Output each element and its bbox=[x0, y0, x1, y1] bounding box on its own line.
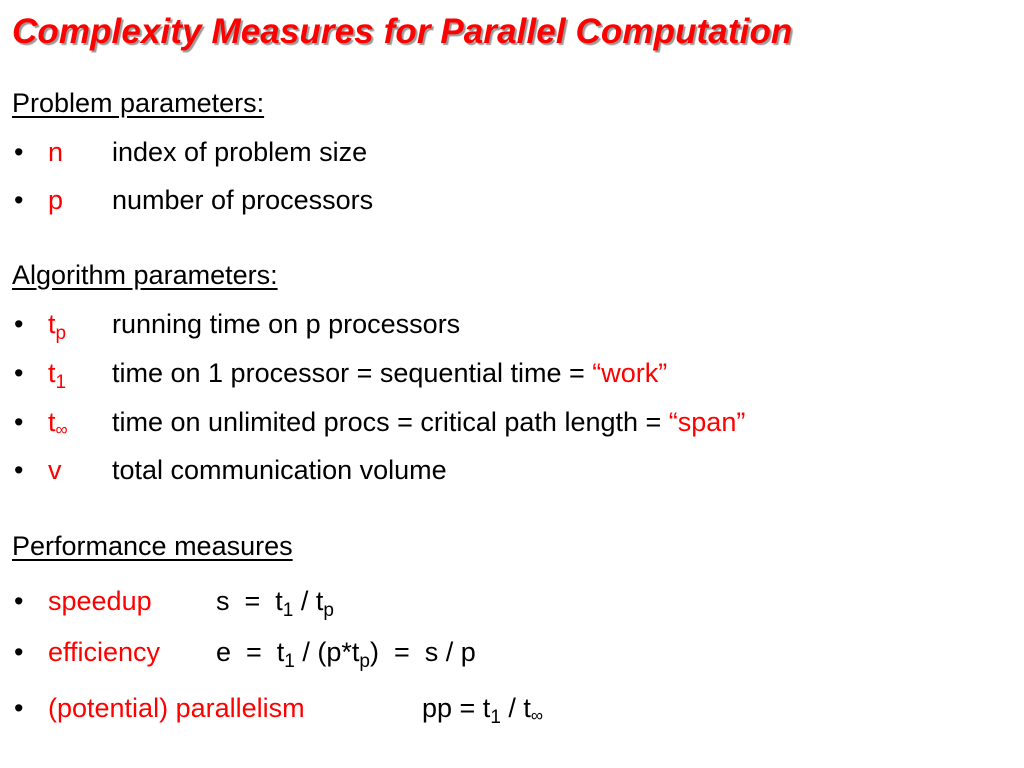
span-term: “span” bbox=[668, 407, 746, 437]
param-description: index of problem size bbox=[112, 137, 368, 167]
bullet: • bbox=[14, 586, 24, 616]
param-symbol: n bbox=[48, 137, 64, 167]
bullet: • bbox=[14, 455, 24, 485]
param-description: running time on p processors bbox=[112, 309, 461, 339]
param-description: total communication volume bbox=[112, 455, 447, 485]
measure-formula: $e = t_1 / (p*t_p) = s / p$ bbox=[216, 637, 476, 672]
param-symbol: v bbox=[48, 455, 62, 485]
param-description: time on unlimited procs = critical path length = “span” bbox=[112, 407, 746, 437]
bullet: • bbox=[14, 185, 24, 215]
bullet: • bbox=[14, 137, 24, 167]
measure-name: efficiency bbox=[48, 637, 161, 667]
bullet: • bbox=[14, 309, 24, 339]
measure-formula: pp = $t_1 / t_\infty$ bbox=[422, 693, 544, 728]
algorithm-parameters-heading: Algorithm parameters: bbox=[12, 260, 278, 290]
problem-parameters-heading: Problem parameters: bbox=[12, 88, 265, 118]
measure-formula: $s = t_1 / t_p$ bbox=[216, 586, 334, 621]
performance-measures-heading: Performance measures bbox=[12, 531, 293, 561]
slide-title: Complexity Measures for Parallel Computation bbox=[12, 12, 793, 51]
work-term: “work” bbox=[592, 358, 668, 388]
measure-name: speedup bbox=[48, 586, 152, 616]
bullet: • bbox=[14, 637, 24, 667]
param-description: number of processors bbox=[112, 185, 374, 215]
bullet: • bbox=[14, 407, 24, 437]
param-description: time on 1 processor = sequential time = “work” bbox=[112, 358, 668, 388]
param-symbol: $t_\infty$ bbox=[48, 407, 68, 439]
param-symbol: $t_p$ bbox=[48, 309, 67, 344]
param-symbol: $t_1$ bbox=[48, 358, 67, 393]
bullet: • bbox=[14, 358, 24, 388]
measure-name: (potential) parallelism bbox=[48, 693, 305, 723]
param-symbol: p bbox=[48, 185, 64, 215]
bullet: • bbox=[14, 693, 24, 723]
